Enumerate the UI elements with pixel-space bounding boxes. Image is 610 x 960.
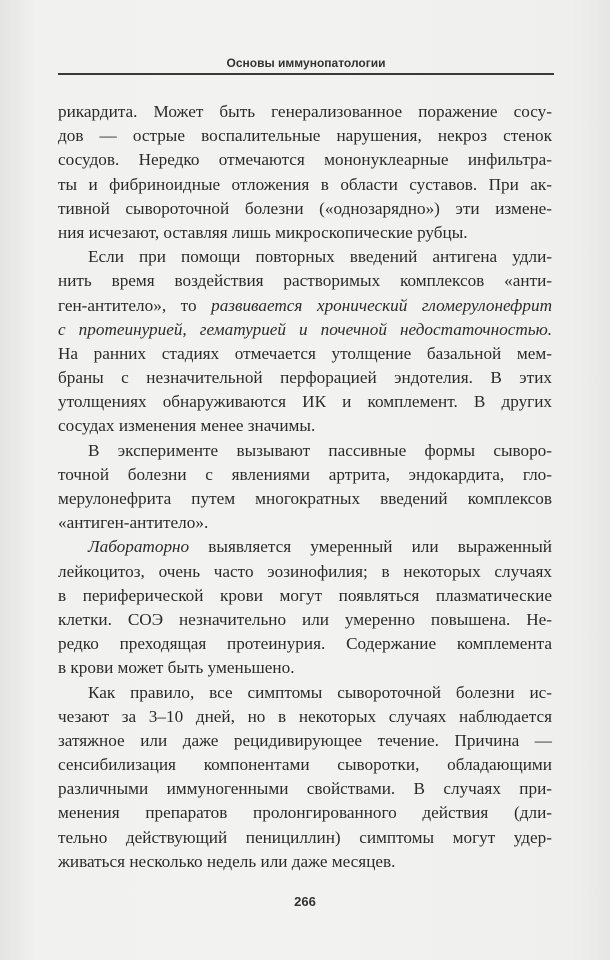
paragraph-2 <box>58 245 552 439</box>
text-line: различными иммуногенными свойствами. В случаях при- <box>58 779 552 799</box>
text-fragment: выявляется умеренный или выраженный <box>189 537 552 557</box>
text-line: В эксперименте вызывают пассивные формы сыворо- <box>88 440 552 460</box>
text-line: клетки. СОЭ незначительно или умеренно повышена. Не- <box>58 609 552 629</box>
text-line: Как правило, все симптомы сывороточной болезни ис- <box>88 682 552 702</box>
body-text <box>58 100 552 874</box>
text-line: «антиген-антитело». <box>58 513 209 533</box>
text-line <box>58 318 552 342</box>
italic-emphasis: развивается хронический гломерулонефрит <box>211 295 552 315</box>
text-line: редко преходящая протеинурия. Содержание комплемента <box>58 634 552 654</box>
paragraph-4 <box>58 535 552 680</box>
text-line <box>58 294 552 318</box>
paragraph-1 <box>58 100 552 245</box>
header-rule <box>58 73 554 75</box>
text-line: браны с незначительной перфорацией эндотелия. В этих <box>58 368 552 388</box>
text-line: утолщениях обнаруживаются ИК и комплемент. В других <box>58 392 552 412</box>
text-line: рикардита. Может быть генерализованное поражение сосу- <box>58 102 552 121</box>
paragraph-3 <box>58 439 552 536</box>
text-line: Если при помощи повторных введений антигена удли- <box>88 247 552 267</box>
text-line: в периферической крови могут появляться плазматические <box>58 585 552 605</box>
text-fragment: ген-антитело», то <box>58 295 212 315</box>
italic-emphasis: Лабораторно <box>88 537 190 557</box>
text-line: сенсибилизация компонентами сыворотки, обладающими <box>58 755 552 775</box>
page-number: 266 <box>294 894 316 909</box>
paragraph-5 <box>58 681 552 875</box>
text-line: точной болезни с явлениями артрита, эндокардита, гло- <box>58 464 552 484</box>
text-line: мерулонефрита путем многократных введений комплексов <box>58 489 552 508</box>
text-line: лейкоцитоз, очень часто эозинофилия; в некоторых случаях <box>58 561 552 581</box>
text-line: ты и фибриноидные отложения в области суставов. При ак- <box>58 174 552 194</box>
text-line: затяжное или даже рецидивирующее течение. Причина — <box>58 730 552 750</box>
text-line: чезают за 3–10 дней, но в некоторых случаях наблюдается <box>58 706 552 726</box>
text-line: менения препаратов пролонгированного действия (дли- <box>58 803 552 823</box>
text-line: ния исчезают, оставляя лишь микроскопические рубцы. <box>58 222 468 242</box>
text-line: в крови может быть уменьшено. <box>58 658 295 678</box>
text-line: сосудов. Нередко отмечаются мононуклеарные инфильтра- <box>58 150 552 170</box>
text-line: дов — острые воспалительные нарушения, некроз стенок <box>58 126 552 146</box>
text-line: живаться несколько недель или даже месяцев. <box>58 851 396 871</box>
running-head: Основы иммунопатологии <box>226 56 386 70</box>
text-line: сосудах изменения менее значимы. <box>58 416 316 436</box>
italic-emphasis: с протеинурией, гематурией и почечной недостаточностью. <box>58 319 552 339</box>
text-line: нить время воздействия растворимых комплексов «анти- <box>58 271 552 291</box>
text-line: тельно действующий пенициллин) симптомы могут удер- <box>58 827 552 847</box>
text-line: тивной сывороточной болезни («однозарядно») эти измене- <box>58 198 552 218</box>
text-line: На ранних стадиях отмечается утолщение базальной мем- <box>58 343 552 363</box>
text-line <box>58 535 552 559</box>
